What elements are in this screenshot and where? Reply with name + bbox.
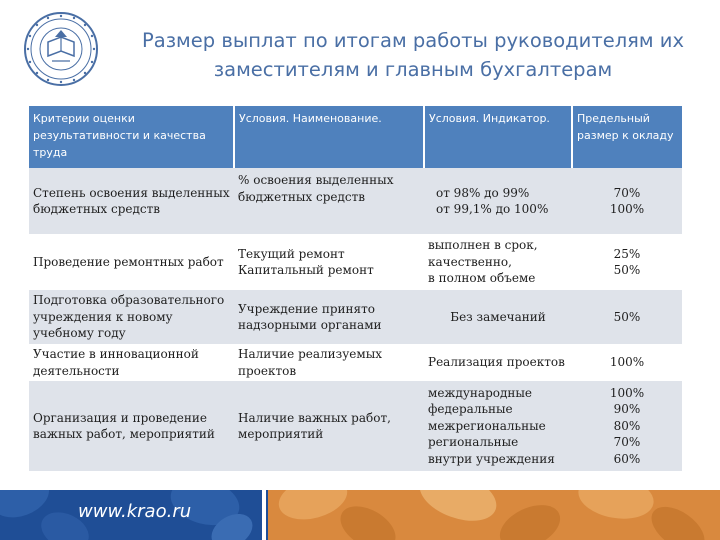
indicator-cell — [424, 234, 572, 290]
criterion-line: Участие в инновационной — [33, 347, 199, 361]
criterion-line: бюджетных средств — [33, 202, 160, 216]
indicator-line: региональные — [428, 435, 519, 450]
indicator-cell — [424, 290, 572, 344]
limit-value: 50% — [613, 263, 641, 277]
indicator-line: качественно, — [428, 254, 512, 269]
condition-line: Учреждение принято — [238, 301, 375, 316]
condition-cell — [234, 234, 424, 290]
indicator-line: федеральные — [428, 402, 513, 417]
table-header-row — [29, 106, 682, 168]
condition-cell — [234, 344, 424, 381]
table-row — [29, 344, 682, 381]
leaf-pattern-icon — [333, 497, 403, 540]
indicator-line: Без замечаний — [450, 309, 546, 324]
criterion-line: Степень освоения выделенных — [33, 185, 230, 200]
limit-value: 70% — [613, 185, 641, 200]
footer-orange-band — [268, 490, 720, 540]
indicator-line: от 99,1% до 100% — [436, 202, 549, 216]
criterion-line: деятельности — [33, 363, 120, 378]
limit-value: 60% — [613, 451, 641, 466]
condition-cell — [234, 168, 424, 234]
condition-line: Капитальный ремонт — [238, 263, 374, 277]
header-condition-name: Условия. Наименование. — [234, 106, 424, 168]
footer-divider — [262, 490, 266, 540]
condition-line: Наличие важных работ, — [238, 410, 391, 425]
table-row — [29, 381, 682, 471]
criterion-line: Организация и проведение — [33, 410, 207, 425]
condition-line: проектов — [238, 363, 297, 378]
condition-line: бюджетных средств — [238, 189, 365, 204]
indicator-line: от 98% до 99% — [436, 185, 530, 200]
limit-cell — [572, 168, 682, 234]
criterion-cell — [29, 234, 234, 290]
limit-value: 90% — [613, 402, 641, 417]
limit-cell — [572, 381, 682, 471]
condition-line: % освоения выделенных — [238, 173, 394, 187]
limit-value: 100% — [609, 202, 645, 216]
indicator-cell — [424, 168, 572, 234]
criterion-cell — [29, 290, 234, 344]
limit-cell — [572, 234, 682, 290]
limit-value: 80% — [613, 418, 641, 433]
criterion-line: учебному году — [33, 326, 126, 341]
header-criteria: Критерии оценки результативности и качества труда — [29, 106, 234, 168]
indicator-line: внутри учреждения — [428, 451, 555, 466]
institution-seal-logo — [22, 10, 100, 88]
footer-band — [0, 490, 720, 540]
limit-value: 100% — [609, 385, 645, 400]
leaf-pattern-icon — [575, 490, 657, 524]
header-limit: Предельный размер к окладу — [572, 106, 682, 168]
condition-cell — [234, 381, 424, 471]
criterion-cell — [29, 344, 234, 381]
criterion-cell — [29, 168, 234, 234]
indicator-cell — [424, 381, 572, 471]
indicator-line: межрегиональные — [428, 418, 546, 433]
limit-value: 100% — [609, 355, 645, 370]
website-url[interactable]: www.krao.ru — [78, 501, 192, 522]
table-row — [29, 168, 682, 234]
condition-line: надзорными органами — [238, 318, 382, 332]
criterion-cell — [29, 381, 234, 471]
leaf-pattern-icon — [413, 490, 503, 530]
payments-table — [29, 106, 682, 471]
page-title — [118, 26, 708, 84]
limit-value: 50% — [613, 309, 641, 324]
leaf-pattern-icon — [644, 498, 713, 540]
table-row — [29, 234, 682, 290]
title-line-1: Размер выплат по итогам работы руководителям их — [141, 29, 685, 52]
condition-line: мероприятий — [238, 427, 324, 441]
condition-line: Наличие реализуемых — [238, 347, 383, 361]
indicator-line: Реализация проектов — [428, 355, 565, 370]
indicator-line: международные — [428, 385, 533, 400]
indicator-line: выполнен в срок, — [428, 238, 538, 253]
condition-line: Текущий ремонт — [238, 246, 345, 261]
limit-value: 70% — [613, 435, 641, 450]
header-condition-indicator: Условия. Индикатор. — [424, 106, 572, 168]
limit-cell — [572, 344, 682, 381]
criterion-line: Проведение ремонтных работ — [33, 254, 224, 269]
leaf-pattern-icon — [493, 496, 567, 540]
criterion-line: важных работ, мероприятий — [33, 427, 215, 441]
limit-cell — [572, 290, 682, 344]
condition-cell — [234, 290, 424, 344]
indicator-cell — [424, 344, 572, 381]
criterion-line: Подготовка образовательного — [33, 293, 225, 308]
criterion-line: учреждения к новому — [33, 309, 173, 324]
title-line-2: заместителям и главным бухгалтерам — [213, 58, 613, 81]
limit-value: 25% — [613, 246, 641, 261]
indicator-line: в полном объеме — [428, 271, 536, 286]
table-row — [29, 290, 682, 344]
